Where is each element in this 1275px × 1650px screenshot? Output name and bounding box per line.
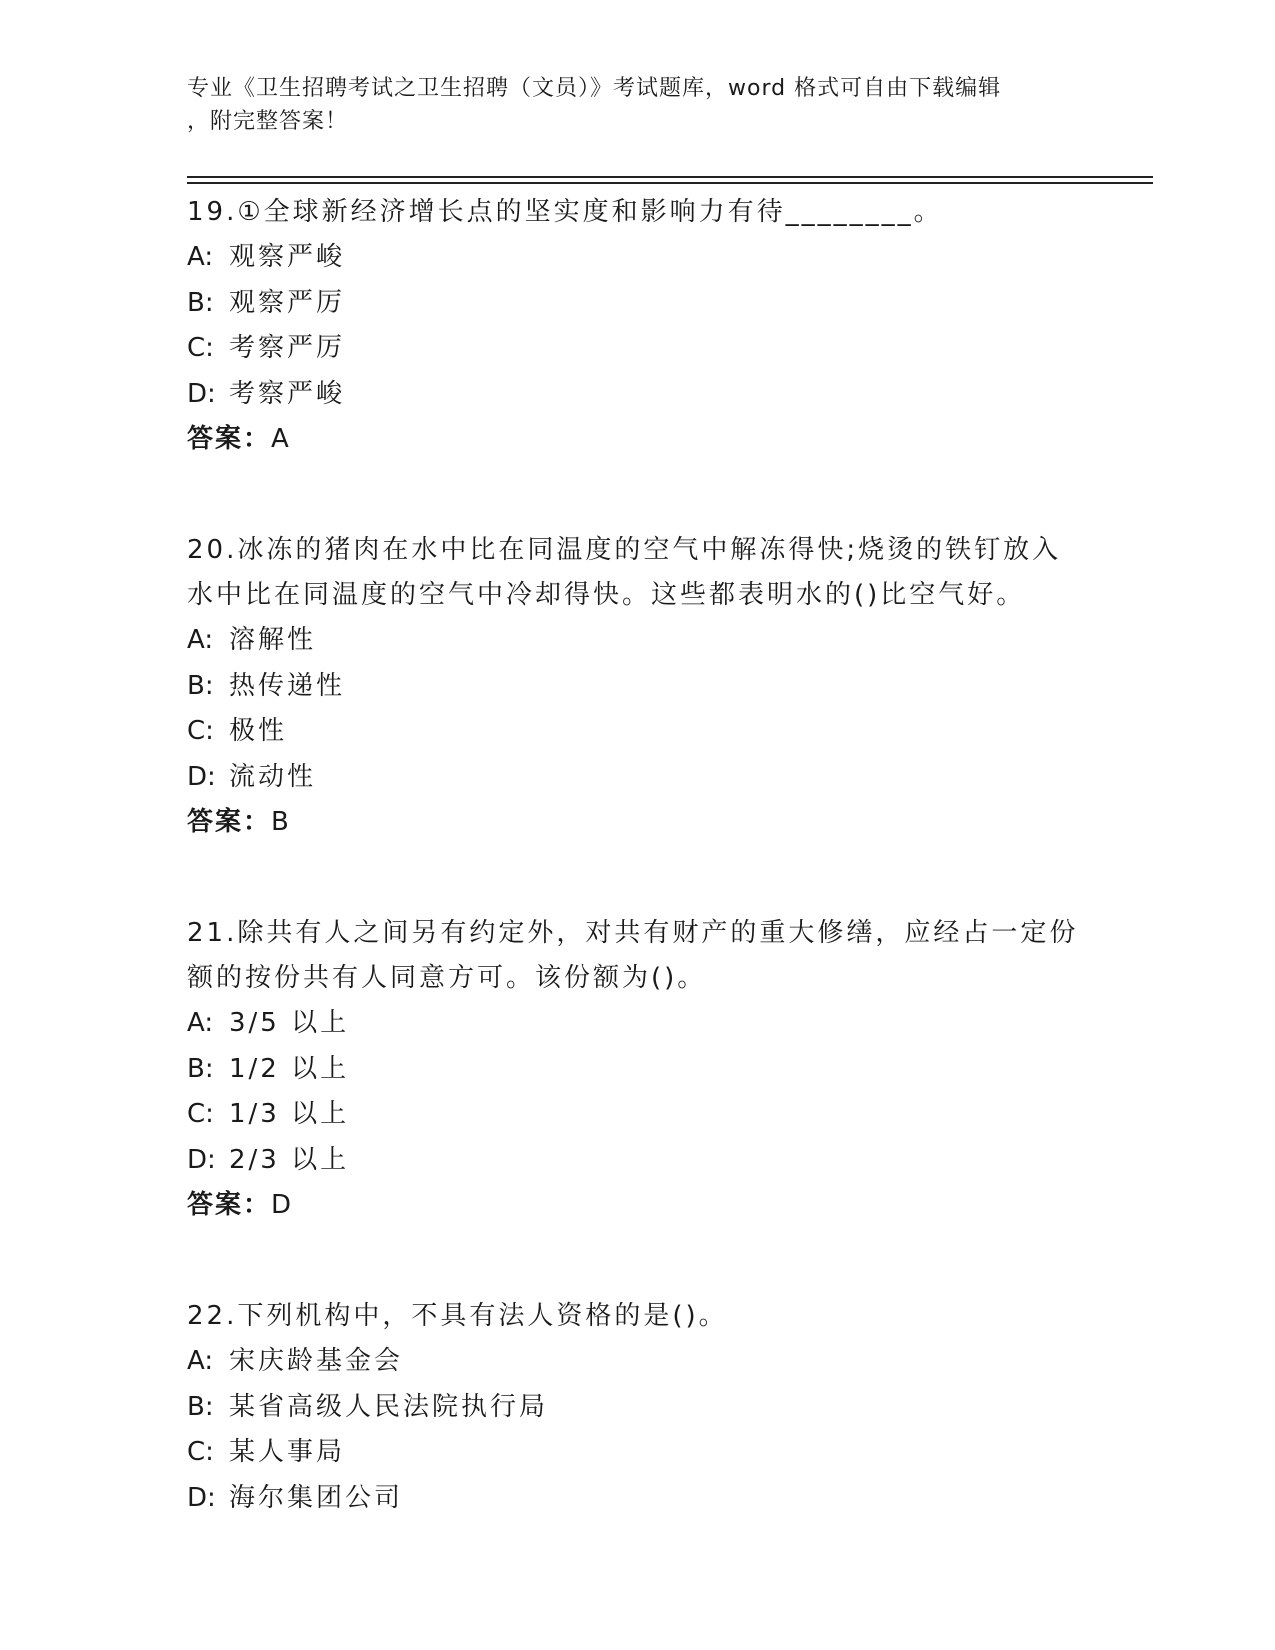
option-c [187,1430,1087,1476]
option-b [187,664,1087,710]
option-c [187,326,1087,372]
header-line-2: ，附完整答案！ [187,109,349,134]
header-rule-bottom [187,182,1153,184]
option-text: 观察严厉 [229,287,346,318]
option-letter: A: [187,242,214,272]
option-letter: B: [187,1053,214,1084]
option-text: 1/2 以上 [229,1053,350,1084]
option-letter: D: [187,1482,216,1513]
answer-label: 答案： [187,1190,272,1220]
option-letter: B: [187,287,214,318]
option-letter: C: [187,1099,214,1129]
option-text: 极性 [229,716,288,746]
option-text: 宋庆龄基金会 [229,1346,404,1376]
option-text: 海尔集团公司 [229,1482,404,1513]
option-letter: D: [187,761,216,792]
option-text: 流动性 [229,761,317,792]
answer-value: B [271,807,290,837]
option-a [187,1001,1087,1047]
answer-line [187,800,1087,845]
option-letter: A: [187,1008,214,1038]
option-d [187,1476,1087,1522]
option-text: 3/5 以上 [229,1008,350,1038]
option-b [187,281,1087,327]
option-a [187,618,1087,664]
option-a [187,235,1087,281]
option-a [187,1339,1087,1385]
option-b [187,1385,1087,1431]
question-text: 20.冰冻的猪肉在水中比在同温度的空气中解冻得快;烧烫的铁钉放入水中比在同温度的空气中冷却得快。这些都表明水的()比空气好。 [187,535,1062,610]
option-letter: D: [187,1144,216,1175]
option-d [187,1138,1087,1184]
option-text: 考察严厉 [229,333,346,363]
option-letter: A: [187,1346,214,1376]
header-rule-top [187,176,1153,178]
question-list [187,190,1087,1521]
document-header [187,72,1067,138]
option-b [187,1047,1087,1093]
answer-value: A [271,424,290,454]
option-letter: D: [187,378,216,409]
question-text: 21.除共有人之间另有约定外，对共有财产的重大修缮，应经占一定份额的按份共有人同意方可。该份额为()。 [187,918,1079,993]
option-text: 某人事局 [229,1437,346,1467]
answer-label: 答案： [187,807,272,837]
option-c [187,709,1087,755]
option-d [187,372,1087,418]
option-text: 考察严峻 [229,378,346,409]
option-text: 溶解性 [229,625,317,655]
answer-line [187,417,1087,462]
option-text: 热传递性 [229,670,346,701]
answer-label: 答案： [187,424,272,454]
option-letter: C: [187,1437,214,1467]
answer-value: D [271,1190,293,1220]
question-20 [187,528,1087,845]
option-text: 1/3 以上 [229,1099,350,1129]
option-text: 某省高级人民法院执行局 [229,1391,549,1422]
option-letter: B: [187,1391,214,1422]
answer-line [187,1183,1087,1228]
question-21 [187,911,1087,1228]
option-text: 观察严峻 [229,242,346,272]
option-letter: C: [187,333,214,363]
option-c [187,1092,1087,1138]
option-letter: C: [187,716,214,746]
option-letter: A: [187,625,214,655]
option-letter: B: [187,670,214,701]
question-19 [187,190,1087,462]
option-text: 2/3 以上 [229,1144,350,1175]
question-text: 22.下列机构中，不具有法人资格的是()。 [187,1301,728,1331]
header-line-1: 专业《卫生招聘考试之卫生招聘（文员）》考试题库，word 格式可自由下载编辑 [187,76,1002,101]
question-text: 19.①全球新经济增长点的坚实度和影响力有待________。 [187,197,943,227]
option-d [187,755,1087,801]
question-22 [187,1294,1087,1521]
